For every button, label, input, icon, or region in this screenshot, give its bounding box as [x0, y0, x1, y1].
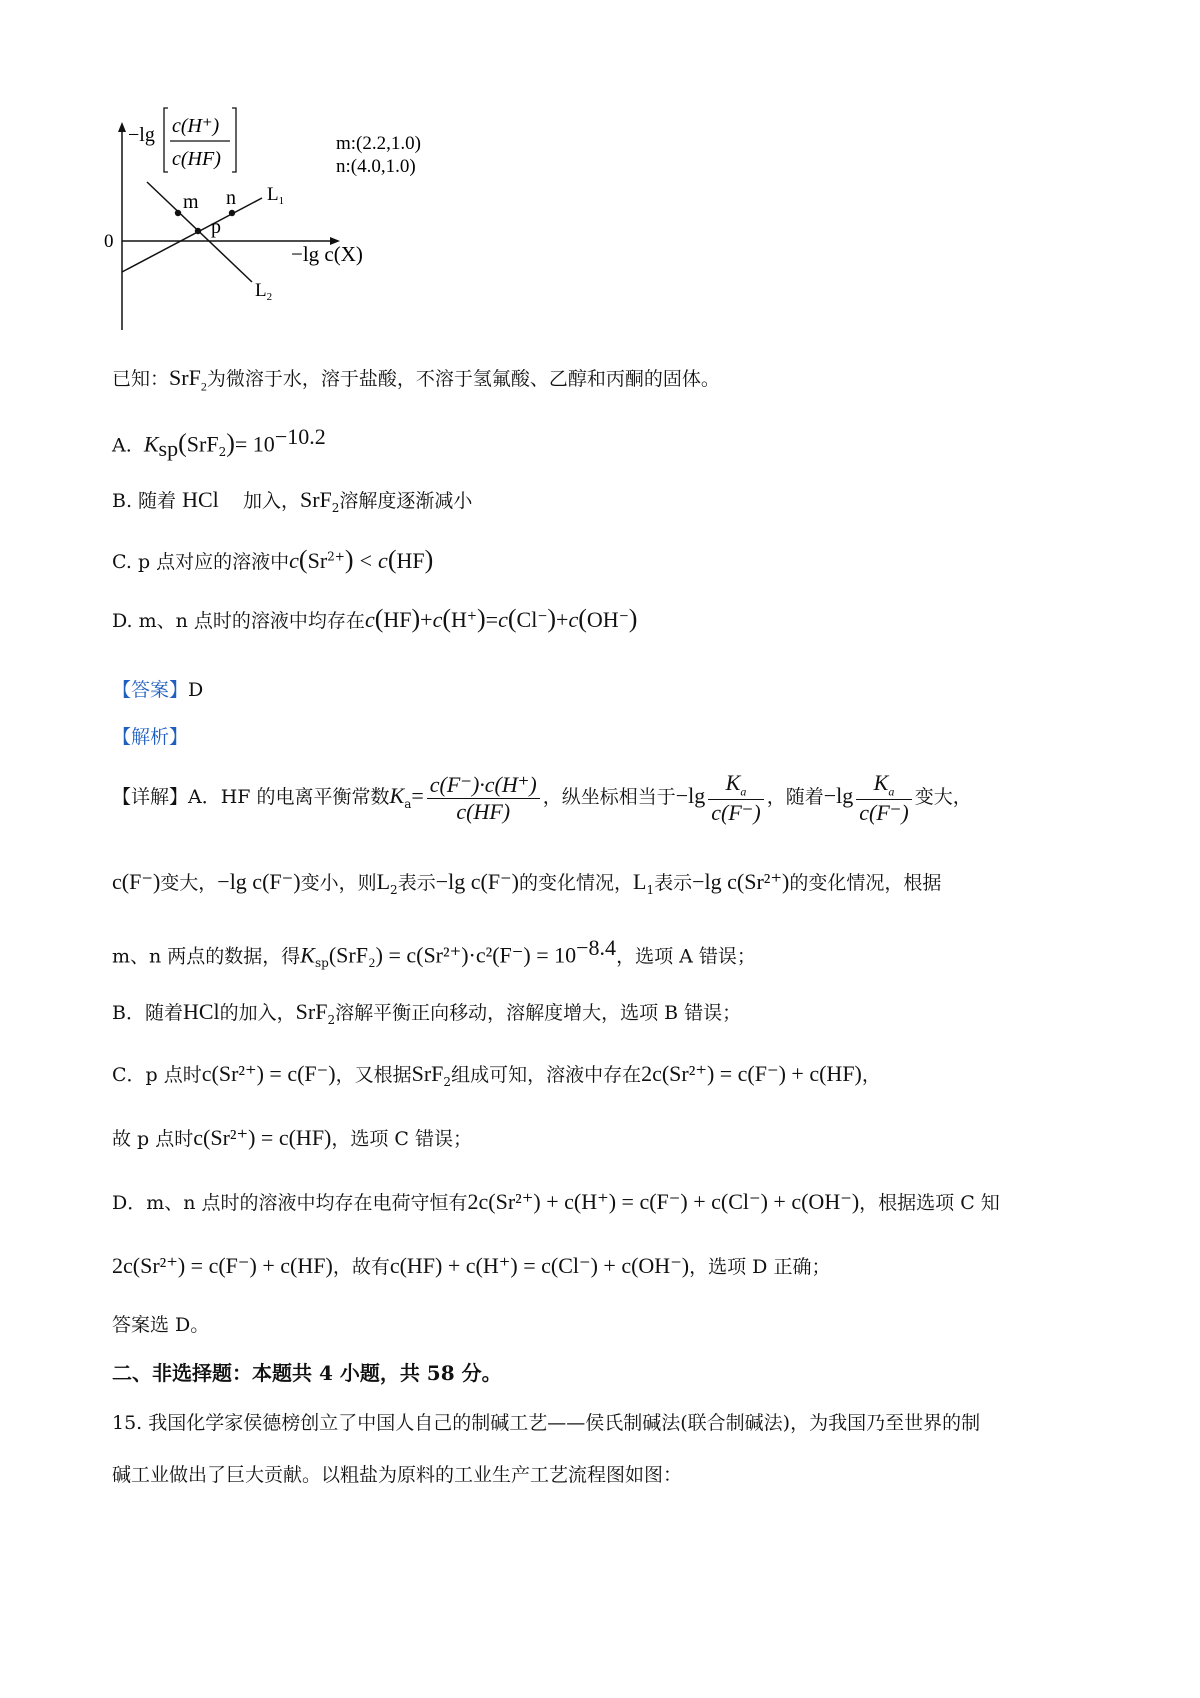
detail-line-9: 答案选 D。 [112, 1314, 210, 1336]
option-a: A. $K_{sp}(SrF_2)= 10^{-10.2}$ [112, 424, 326, 462]
coord-m: m:(2.2,1.0) [336, 133, 421, 154]
detail-line-1: 【详解】A．HF 的电离平衡常数$K_a=$ $\frac{c(F^-)\cdot c(H^+)}{c(HF)}$ ，纵坐标相当于−lg $\frac{K_a}{c(F^-)}$ ，随着−lg $\frac{K_a}{c(F^-)}$ 变大， [112, 770, 972, 826]
label-m: m [183, 191, 199, 213]
option-c: C. p 点对应的溶液中$c(Sr^{2+}) < c(HF)$ [112, 545, 434, 574]
detail-line-8: 2c(Sr²⁺) = c(F⁻) + c(HF)，故有c(HF) + c(H⁺) = c(Cl⁻) + c(OH⁻)，选项 D 正确； [112, 1253, 831, 1278]
point-n [229, 210, 235, 216]
known-line: 已知：SrF$_2$为微溶于水，溶于盐酸，不溶于氢氟酸、乙醇和丙酮的固体。 [112, 365, 720, 394]
x-axis-label: −lg c(X) [291, 242, 363, 266]
label-p: p [211, 216, 221, 238]
y-axis-label-prefix: −lg [128, 124, 155, 146]
graph-figure [104, 100, 490, 330]
detail-line-6: 故 p 点时c(Sr²⁺) = c(HF)，选项 C 错误； [112, 1125, 473, 1150]
label-n: n [226, 187, 236, 209]
label-zero: 0 [104, 231, 114, 252]
question-15-line-1: 15. 我国化学家侯德榜创立了中国人自己的制碱工艺——侯氏制碱法(联合制碱法)，为我国乃至世界的制 [112, 1412, 981, 1434]
y-axis-arrow [118, 122, 126, 132]
coord-n: n:(4.0,1.0) [336, 156, 416, 177]
detail-line-5: C．p 点时c(Sr²⁺) = c(F⁻)，又根据SrF$_2$组成可知，溶液中存在2c(Sr²⁺) = c(F⁻) + c(HF)， [112, 1061, 881, 1089]
option-d: D. m、n 点时的溶液中均存在c(HF)+c(H+)=c(Cl−)+c(OH−) [112, 604, 638, 633]
answer-line [112, 675, 203, 702]
section-2-heading: 二、非选择题：本题共 4 小题，共 58 分。 [112, 1361, 502, 1385]
detail-line-2: c(F⁻)变大，−lg c(F⁻)变小，则$L_2$表示−lg c(F⁻)的变化情况，$L_1$表示−lg c(Sr²⁺)的变化情况，根据 [112, 869, 942, 897]
detail-line-7: D．m、n 点时的溶液中均存在电荷守恒有2c(Sr²⁺) + c(H⁺) = c(F⁻) + c(Cl⁻) + c(OH⁻)，根据选项 C 知 [112, 1189, 1000, 1214]
label-L2: $L_2$ [255, 280, 273, 303]
y-axis-label-num: c(H⁺) [172, 115, 220, 137]
y-axis-label-den: c(HF) [172, 148, 221, 170]
point-p [195, 228, 201, 234]
detail-line-4: B．随着HCl的加入，SrF$_2$溶解平衡正向移动，溶解度增大，选项 B 错误； [112, 999, 742, 1027]
analysis-label: 【解析】 [112, 726, 189, 748]
answer-label: 【答案】 [112, 679, 189, 701]
label-L1: $L_1$ [267, 184, 285, 207]
option-b: B. 随着 HCl 加入，SrF$_2$溶解度逐渐减小 [112, 487, 473, 515]
y-label-bracket-left [164, 108, 168, 172]
y-label-bracket-right [232, 108, 236, 172]
question-15-line-2: 碱工业做出了巨大贡献。以粗盐为原料的工业生产工艺流程图如图： [112, 1464, 683, 1486]
point-m [175, 210, 181, 216]
answer-value: D [188, 679, 204, 701]
detail-line-3: m、n 两点的数据，得$K_{sp}(SrF_2) = c(Sr^{2+})\cdot c^2(F^-) = 10^{-8.4}$，选项 A 错误； [112, 935, 756, 971]
